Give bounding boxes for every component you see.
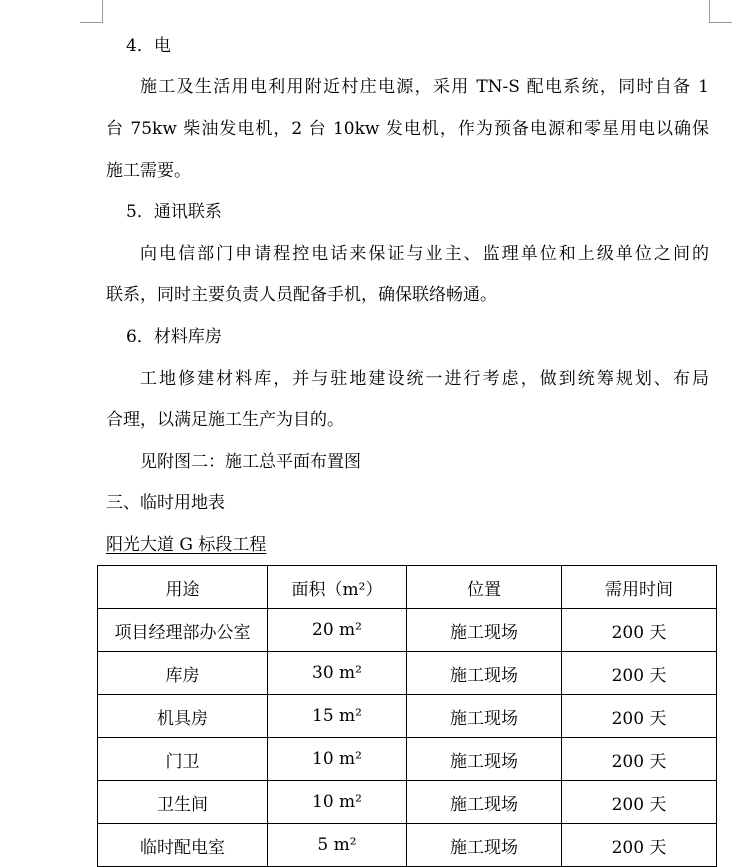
table-row [98,824,717,867]
page-corner-mark-left [80,0,103,23]
cell-location: 施工现场 [407,781,562,824]
table-row [98,781,717,824]
cell-duration: 200 天 [562,695,717,738]
cell-duration: 200 天 [562,738,717,781]
table-row [98,609,717,652]
header-duration: 需用时间 [562,566,717,609]
section-4-heading: 4．电 [126,36,171,56]
cell-location: 施工现场 [407,738,562,781]
cell-area: 10 m² [268,781,407,824]
cell-usage: 门卫 [98,738,268,781]
section-5-heading: 5．通讯联系 [126,202,222,222]
section-6-line-1: 工地修建材料库，并与驻地建设统一进行考虑，做到统筹规划、布局 [140,369,709,389]
table-row [98,652,717,695]
section-3-title: 三、临时用地表 [106,493,225,513]
cell-location: 施工现场 [407,695,562,738]
table-row [98,738,717,781]
cell-area: 5 m² [268,824,407,867]
cell-duration: 200 天 [562,652,717,695]
temporary-land-table [97,565,717,867]
header-location: 位置 [407,566,562,609]
section-6-heading: 6．材料库房 [126,327,222,347]
cell-usage: 临时配电室 [98,824,268,867]
header-usage: 用途 [98,566,268,609]
cell-area: 15 m² [268,695,407,738]
cell-duration: 200 天 [562,824,717,867]
cell-location: 施工现场 [407,652,562,695]
cell-usage: 机具房 [98,695,268,738]
section-4-line-2: 台 75kw 柴油发电机，2 台 10kw 发电机，作为预备电源和零星用电以确保 [106,119,709,139]
page-corner-mark-right [709,0,732,23]
table-row [98,695,717,738]
cell-area: 10 m² [268,738,407,781]
cell-location: 施工现场 [407,609,562,652]
header-area: 面积（m²） [268,566,407,609]
cell-duration: 200 天 [562,609,717,652]
section-4-line-1: 施工及生活用电利用附近村庄电源，采用 TN-S 配电系统，同时自备 1 [140,77,709,97]
section-6-line-2: 合理，以满足施工生产为目的。 [106,410,344,430]
cell-usage: 卫生间 [98,781,268,824]
see-figure-note: 见附图二：施工总平面布置图 [140,452,361,472]
cell-usage: 库房 [98,652,268,695]
cell-area: 20 m² [268,609,407,652]
section-5-line-1: 向电信部门申请程控电话来保证与业主、监理单位和上级单位之间的 [140,244,709,264]
cell-area: 30 m² [268,652,407,695]
cell-location: 施工现场 [407,824,562,867]
cell-usage: 项目经理部办公室 [98,609,268,652]
project-name: 阳光大道 G 标段工程 [106,535,267,555]
section-4-line-3: 施工需要。 [106,161,191,181]
cell-duration: 200 天 [562,781,717,824]
table-header-row [98,566,717,609]
section-5-line-2: 联系，同时主要负责人员配备手机，确保联络畅通。 [106,285,497,305]
